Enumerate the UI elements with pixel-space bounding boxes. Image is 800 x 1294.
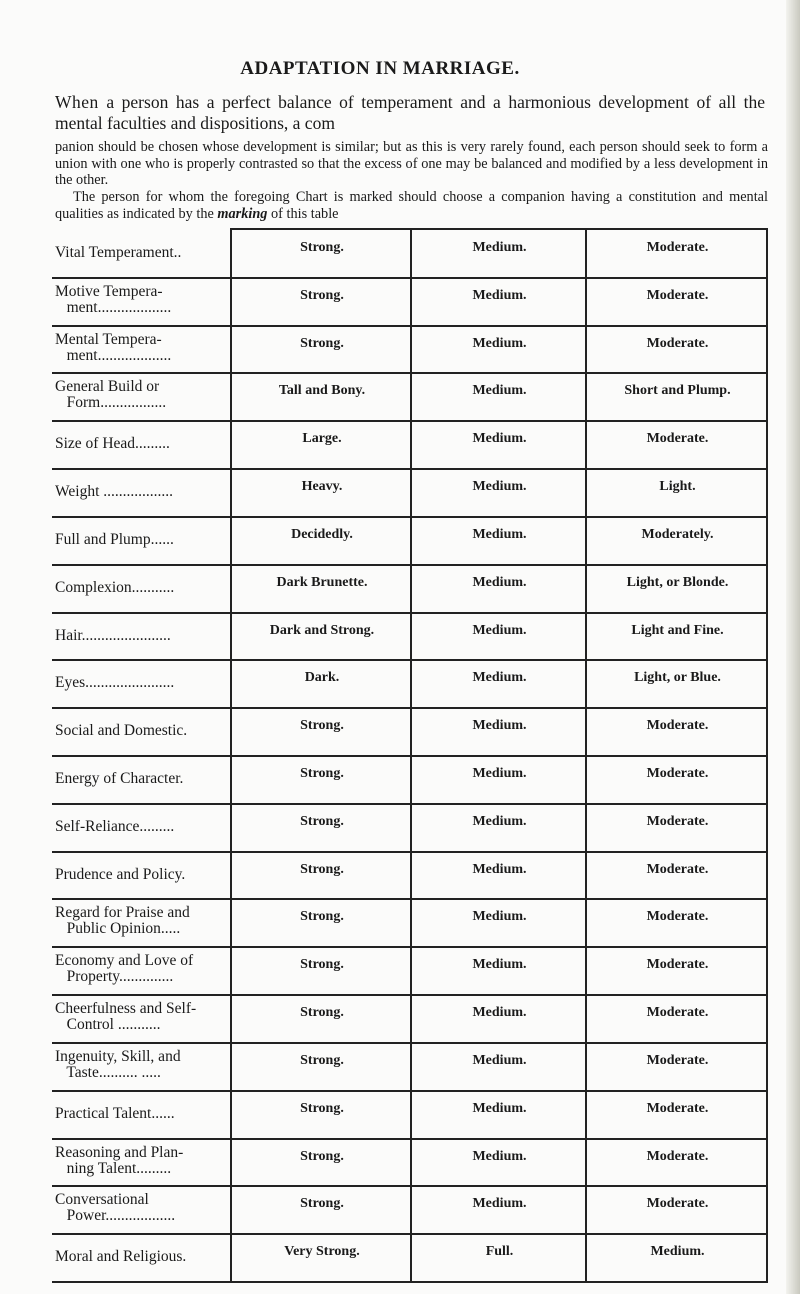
row-label: Motive Tempera- ment................... [55,282,172,316]
row-label: Prudence and Policy. [55,865,186,883]
moderate-column-value: Moderate. [646,861,709,877]
note-paragraph-1: panion should be chosen whose development is similar; but as this is very rarely found, each person should seek to form a union with one who is properly contrasted so that the excess of one may be balanced and modified by a less development in the other. [55,139,768,188]
strong-column-value: Strong. [300,861,344,877]
moderate-column-value: Moderate. [646,1005,709,1021]
strong-column-value: Dark Brunette. [276,574,368,590]
note-2-emphasis: marking [217,205,268,222]
row-label: Mental Tempera- ment................... [55,330,172,364]
medium-column-value: Full. [485,1244,514,1260]
strong-column-value: Strong. [300,335,344,351]
medium-column-value: Medium. [472,670,527,686]
row-label: Reasoning and Plan- ning Talent......... [55,1143,184,1177]
moderate-column-value: Moderate. [646,1148,709,1164]
strong-column-value: Strong. [300,1100,344,1116]
medium-column-value: Medium. [472,1196,527,1212]
row-label: Regard for Praise and Public Opinion..... [55,904,190,938]
moderate-column-value: Moderate. [646,335,709,351]
medium-column-value: Medium. [472,431,527,447]
medium-column-value: Medium. [472,526,527,542]
note-2-after: of this table [267,205,339,222]
note-2-before: The person for whom the foregoing Chart is marked should choose a companion having a constitution and mental qualities as indicated by the [55,189,768,222]
moderate-column-value: Moderate. [646,718,709,734]
moderate-column-value: Light and Fine. [631,622,724,638]
moderate-column-value: Moderately. [641,526,714,542]
strong-column-value: Dark and Strong. [269,622,375,638]
row-label: Conversational Power.................. [55,1191,176,1225]
row-label: Moral and Religious. [55,1248,187,1266]
strong-column-value: Strong. [300,287,344,303]
medium-column-value: Medium. [472,479,527,495]
strong-column-value: Strong. [300,240,344,255]
row-label: Energy of Character. [55,770,184,787]
strong-column-value: Strong. [300,1148,344,1164]
intro-paragraph [55,92,765,134]
intro-text: a person has a perfect balance of temperament and a harmonious development of all the mental faculties and dispositions, a com [55,92,765,133]
medium-column-value: Medium. [472,383,527,399]
medium-column-value: Medium. [472,861,527,877]
medium-column-value: Medium. [472,1005,527,1021]
table-top-border [230,228,768,230]
medium-column-value: Medium. [472,909,527,925]
row-label: Ingenuity, Skill, and Taste.......... ..... [55,1047,181,1081]
note-paragraph-2 [55,189,768,222]
column-divider [230,228,232,1282]
moderate-column-value: Light, or Blonde. [626,574,729,590]
moderate-column-value: Medium. [650,1244,705,1260]
strong-column-value: Heavy. [301,479,343,495]
strong-column-value: Large. [302,431,342,447]
row-label: Full and Plump...... [55,530,174,548]
moderate-column-value: Moderate. [646,287,709,303]
strong-column-value: Tall and Bony. [278,383,366,399]
row-label: Hair....................... [55,626,171,644]
strong-column-value: Strong. [300,718,344,734]
medium-column-value: Medium. [472,718,527,734]
row-label: Practical Talent...... [55,1104,175,1122]
table-right-border [766,228,768,1282]
moderate-column-value: Light. [659,479,696,495]
row-label: Complexion........... [55,578,175,596]
moderate-column-value: Moderate. [646,813,709,829]
row-label: General Build or Form................. [55,378,167,412]
strong-column-value: Decidedly. [291,526,353,542]
medium-column-value: Medium. [472,1100,527,1116]
marking-table [52,228,768,1284]
moderate-column-value: Moderate. [646,1196,709,1212]
moderate-column-value: Moderate. [646,431,709,447]
row-label: Economy and Love of Property.............. [55,952,194,986]
medium-column-value: Medium. [472,813,527,829]
strong-column-value: Strong. [300,813,344,829]
row-label: Self-Reliance......... [55,817,175,835]
row-label: Size of Head......... [55,435,170,453]
medium-column-value: Medium. [472,574,527,590]
row-label: Weight .................. [55,483,174,501]
moderate-column-value: Moderate. [646,1052,709,1068]
moderate-column-value: Moderate. [646,766,709,781]
page-title: ADAPTATION IN MARRIAGE. [240,58,520,79]
column-divider [410,228,412,1282]
medium-column-value: Medium. [472,1052,527,1068]
medium-column-value: Medium. [472,1148,527,1164]
strong-column-value: Strong. [300,766,344,781]
strong-column-value: Very Strong. [284,1244,360,1260]
strong-column-value: Strong. [300,909,344,925]
medium-column-value: Medium. [472,287,527,303]
strong-column-value: Strong. [300,957,344,973]
strong-column-value: Strong. [300,1196,344,1212]
column-divider [585,228,587,1282]
medium-column-value: Medium. [472,957,527,973]
moderate-column-value: Light, or Blue. [634,670,721,686]
medium-column-value: Medium. [472,240,527,255]
row-label: Cheerfulness and Self- Control ........... [55,1000,197,1034]
strong-column-value: Strong. [300,1005,344,1021]
moderate-column-value: Short and Plump. [624,383,731,399]
medium-column-value: Medium. [472,622,527,638]
strong-column-value: Dark. [304,670,340,686]
moderate-column-value: Moderate. [646,957,709,973]
row-label: Vital Temperament.. [55,244,182,261]
row-label: Eyes....................... [55,674,175,692]
page-edge-shadow [786,0,800,1294]
medium-column-value: Medium. [472,766,527,781]
strong-column-value: Strong. [300,1052,344,1068]
medium-column-value: Medium. [472,335,527,351]
moderate-column-value: Moderate. [646,909,709,925]
moderate-column-value: Moderate. [646,1100,709,1116]
row-label: Social and Domestic. [55,722,188,740]
moderate-column-value: Moderate. [646,240,709,255]
intro-first-word: When [55,92,99,112]
